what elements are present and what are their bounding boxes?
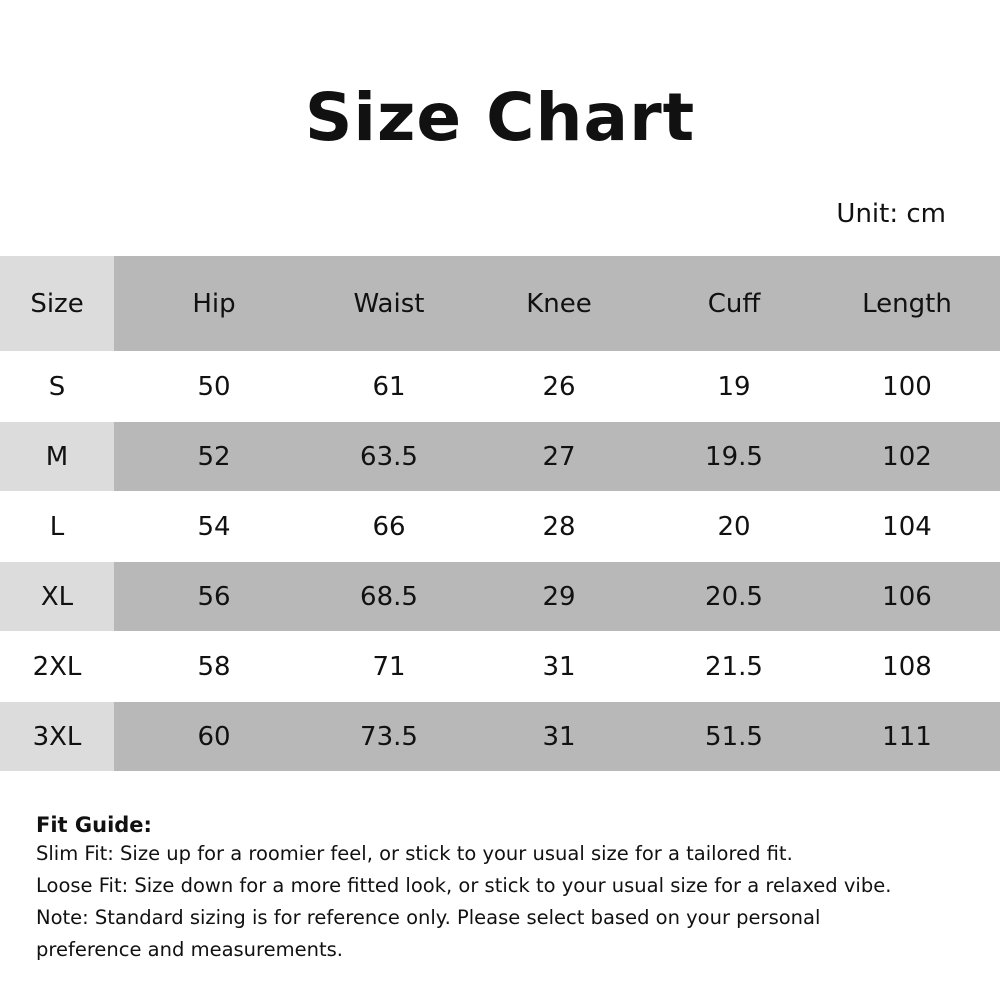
cell-cuff: 51.5 — [654, 702, 814, 771]
cell-knee: 31 — [464, 702, 654, 771]
header-size: Size — [0, 256, 114, 351]
size-table — [0, 256, 1000, 771]
table-row — [0, 491, 1000, 562]
cell-hip: 60 — [114, 702, 314, 771]
cell-length: 106 — [814, 562, 1000, 631]
cell-length: 102 — [814, 422, 1000, 491]
header-length: Length — [814, 256, 1000, 351]
table-row — [0, 562, 1000, 631]
cell-knee: 29 — [464, 562, 654, 631]
unit-label: Unit: cm — [836, 199, 946, 229]
cell-size: 3XL — [0, 702, 114, 771]
cell-hip: 58 — [114, 631, 314, 702]
cell-cuff: 20 — [654, 491, 814, 562]
cell-waist: 73.5 — [314, 702, 464, 771]
cell-hip: 54 — [114, 491, 314, 562]
table-header-row — [0, 256, 1000, 351]
cell-hip: 56 — [114, 562, 314, 631]
header-hip: Hip — [114, 256, 314, 351]
fit-guide-title: Fit Guide: — [36, 813, 152, 837]
cell-cuff: 19 — [654, 351, 814, 422]
cell-length: 111 — [814, 702, 1000, 771]
cell-knee: 26 — [464, 351, 654, 422]
table-row — [0, 702, 1000, 771]
header-waist: Waist — [314, 256, 464, 351]
cell-size: S — [0, 351, 114, 422]
cell-waist: 66 — [314, 491, 464, 562]
cell-waist: 68.5 — [314, 562, 464, 631]
fit-guide-line: Slim Fit: Size up for a roomier feel, or stick to your usual size for a tailored fit. — [36, 842, 793, 865]
cell-waist: 63.5 — [314, 422, 464, 491]
cell-hip: 50 — [114, 351, 314, 422]
fit-guide-line: Loose Fit: Size down for a more fitted look, or stick to your usual size for a relaxed vibe. — [36, 874, 892, 897]
cell-size: M — [0, 422, 114, 491]
table-row — [0, 422, 1000, 491]
cell-knee: 27 — [464, 422, 654, 491]
table-row — [0, 351, 1000, 422]
header-cuff: Cuff — [654, 256, 814, 351]
cell-length: 100 — [814, 351, 1000, 422]
cell-waist: 71 — [314, 631, 464, 702]
page-title: Size Chart — [304, 79, 696, 156]
cell-hip: 52 — [114, 422, 314, 491]
cell-waist: 61 — [314, 351, 464, 422]
cell-knee: 28 — [464, 491, 654, 562]
cell-length: 104 — [814, 491, 1000, 562]
fit-guide-line: preference and measurements. — [36, 938, 343, 961]
fit-guide-line: Note: Standard sizing is for reference only. Please select based on your personal — [36, 906, 821, 929]
cell-cuff: 21.5 — [654, 631, 814, 702]
header-knee: Knee — [464, 256, 654, 351]
table-row — [0, 631, 1000, 702]
cell-knee: 31 — [464, 631, 654, 702]
cell-length: 108 — [814, 631, 1000, 702]
cell-size: XL — [0, 562, 114, 631]
fit-guide — [36, 812, 976, 966]
cell-size: 2XL — [0, 631, 114, 702]
cell-cuff: 19.5 — [654, 422, 814, 491]
cell-size: L — [0, 491, 114, 562]
cell-cuff: 20.5 — [654, 562, 814, 631]
